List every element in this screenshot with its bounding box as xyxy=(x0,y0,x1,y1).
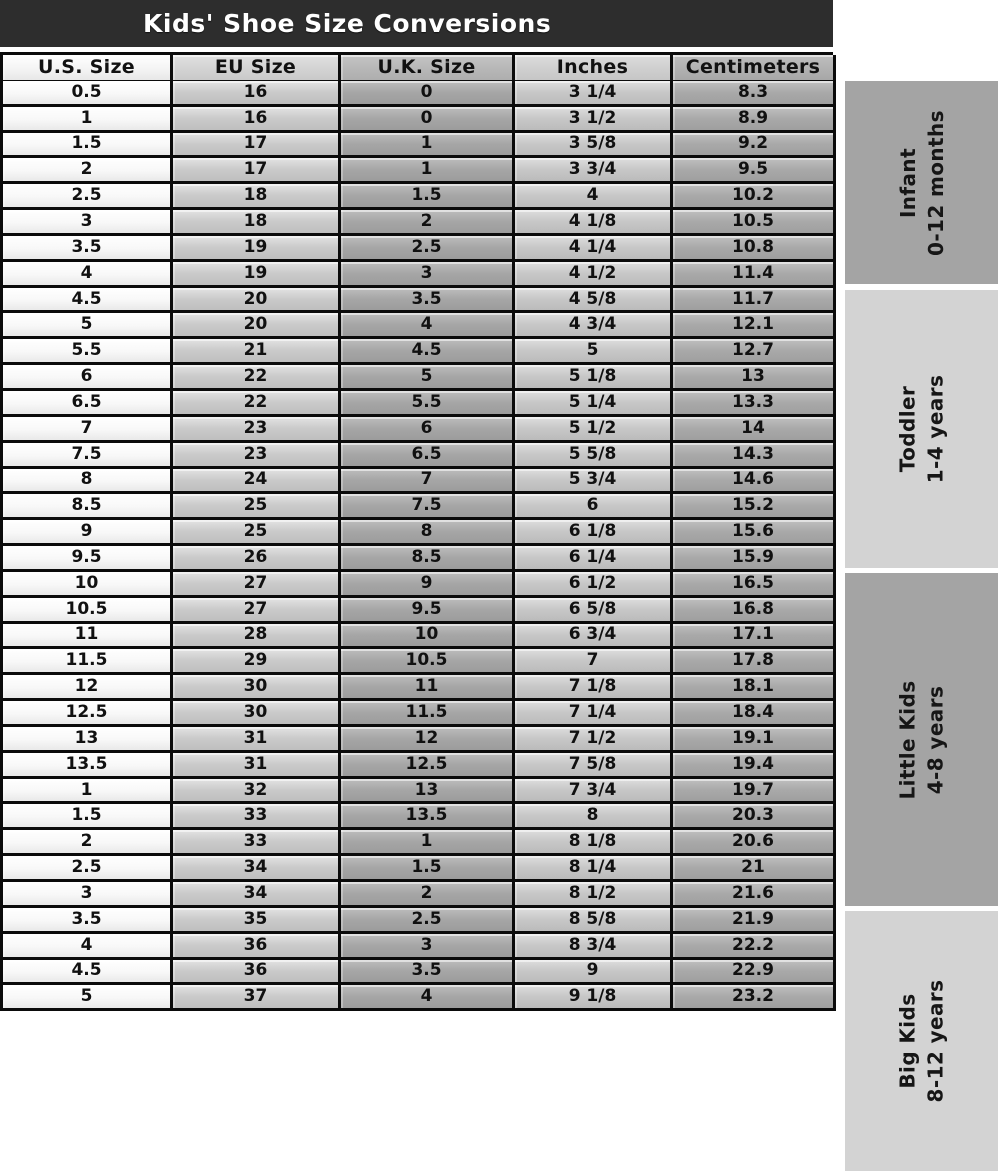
table-cell: 19.1 xyxy=(673,727,836,753)
table-cell: 8 1/8 xyxy=(515,830,673,856)
table-cell: 21.9 xyxy=(673,908,836,934)
table-cell: 2 xyxy=(341,210,515,236)
table-cell: 8.5 xyxy=(3,494,173,520)
table-cell: 1 xyxy=(3,779,173,805)
table-cell: 8.3 xyxy=(673,81,836,107)
table-cell: 6 xyxy=(515,494,673,520)
table-cell: 10.5 xyxy=(3,598,173,624)
table-cell: 8 xyxy=(515,804,673,830)
chart-title-bar xyxy=(0,0,833,47)
table-cell: 7 1/2 xyxy=(515,727,673,753)
table-cell: 35 xyxy=(173,908,341,934)
table-cell: 2 xyxy=(3,158,173,184)
table-cell: 1 xyxy=(341,830,515,856)
table-cell: 22.9 xyxy=(673,960,836,986)
table-cell: 0 xyxy=(341,107,515,133)
age-band-toddler xyxy=(845,290,998,568)
conversion-table xyxy=(0,52,833,1011)
table-cell: 1.5 xyxy=(341,856,515,882)
table-cell: 6 xyxy=(3,365,173,391)
table-cell: 5.5 xyxy=(3,339,173,365)
table-cell: 16 xyxy=(173,107,341,133)
table-cell: 13.3 xyxy=(673,391,836,417)
table-cell: 24 xyxy=(173,469,341,495)
table-cell: 19.4 xyxy=(673,753,836,779)
table-cell: 11.5 xyxy=(3,649,173,675)
table-cell: 12.5 xyxy=(341,753,515,779)
table-cell: 3.5 xyxy=(3,908,173,934)
table-cell: 30 xyxy=(173,701,341,727)
table-cell: 34 xyxy=(173,882,341,908)
table-cell: 9.2 xyxy=(673,133,836,159)
table-cell: 7 xyxy=(515,649,673,675)
age-band-label: Infant 0-12 months xyxy=(895,109,948,256)
table-cell: 14 xyxy=(673,417,836,443)
table-cell: 23 xyxy=(173,443,341,469)
header-cell: EU Size xyxy=(173,55,341,83)
table-cell: 17 xyxy=(173,158,341,184)
table-cell: 16.5 xyxy=(673,572,836,598)
table-cell: 4 5/8 xyxy=(515,288,673,314)
table-cell: 1 xyxy=(3,107,173,133)
table-cell: 8.9 xyxy=(673,107,836,133)
table-cell: 7.5 xyxy=(341,494,515,520)
table-cell: 5.5 xyxy=(341,391,515,417)
table-cell: 13.5 xyxy=(3,753,173,779)
table-cell: 27 xyxy=(173,572,341,598)
table-cell: 33 xyxy=(173,830,341,856)
table-cell: 19 xyxy=(173,262,341,288)
table-cell: 6 1/2 xyxy=(515,572,673,598)
header-cell: Centimeters xyxy=(673,55,836,83)
table-cell: 11 xyxy=(3,624,173,650)
table-cell: 15.6 xyxy=(673,520,836,546)
table-cell: 4 1/8 xyxy=(515,210,673,236)
table-cell: 30 xyxy=(173,675,341,701)
table-cell: 8 5/8 xyxy=(515,908,673,934)
table-cell: 10.5 xyxy=(341,649,515,675)
table-cell: 7 3/4 xyxy=(515,779,673,805)
table-cell: 12 xyxy=(3,675,173,701)
table-cell: 36 xyxy=(173,934,341,960)
table-cell: 12.1 xyxy=(673,313,836,339)
table-cell: 6.5 xyxy=(3,391,173,417)
table-cell: 4.5 xyxy=(341,339,515,365)
table-cell: 9 xyxy=(515,960,673,986)
table-cell: 17 xyxy=(173,133,341,159)
table-cell: 2.5 xyxy=(3,856,173,882)
table-cell: 8.5 xyxy=(341,546,515,572)
table-cell: 3.5 xyxy=(341,960,515,986)
table-cell: 20.3 xyxy=(673,804,836,830)
age-band-infant xyxy=(845,81,998,284)
table-cell: 4 xyxy=(515,184,673,210)
table-cell: 1.5 xyxy=(3,133,173,159)
table-cell: 12.5 xyxy=(3,701,173,727)
table-cell: 21 xyxy=(173,339,341,365)
table-cell: 23 xyxy=(173,417,341,443)
table-cell: 13 xyxy=(3,727,173,753)
table-cell: 18 xyxy=(173,210,341,236)
table-cell: 9 xyxy=(341,572,515,598)
table-cell: 20 xyxy=(173,288,341,314)
table-cell: 18 xyxy=(173,184,341,210)
table-cell: 7 1/8 xyxy=(515,675,673,701)
table-cell: 5 xyxy=(341,365,515,391)
table-cell: 11.5 xyxy=(341,701,515,727)
table-cell: 13 xyxy=(673,365,836,391)
table-cell: 8 xyxy=(341,520,515,546)
table-cell: 4 xyxy=(341,313,515,339)
table-cell: 27 xyxy=(173,598,341,624)
table-cell: 2.5 xyxy=(3,184,173,210)
table-cell: 3 xyxy=(341,262,515,288)
table-cell: 31 xyxy=(173,753,341,779)
table-cell: 8 1/4 xyxy=(515,856,673,882)
table-cell: 11 xyxy=(341,675,515,701)
age-group-sidebar xyxy=(845,0,998,1103)
table-cell: 0 xyxy=(341,81,515,107)
table-cell: 13.5 xyxy=(341,804,515,830)
table-cell: 32 xyxy=(173,779,341,805)
table-cell: 33 xyxy=(173,804,341,830)
age-band-label: Little Kids 4-8 years xyxy=(895,679,948,800)
table-cell: 1 xyxy=(341,158,515,184)
table-cell: 13 xyxy=(341,779,515,805)
table-cell: 14.6 xyxy=(673,469,836,495)
table-cell: 1.5 xyxy=(341,184,515,210)
table-cell: 9.5 xyxy=(673,158,836,184)
table-cell: 21 xyxy=(673,856,836,882)
table-cell: 19 xyxy=(173,236,341,262)
table-cell: 3.5 xyxy=(3,236,173,262)
table-cell: 9 xyxy=(3,520,173,546)
header-cell: U.S. Size xyxy=(3,55,173,83)
table-cell: 8 1/2 xyxy=(515,882,673,908)
table-cell: 26 xyxy=(173,546,341,572)
table-cell: 22.2 xyxy=(673,934,836,960)
age-band-big-kids xyxy=(845,911,998,1171)
table-cell: 1.5 xyxy=(3,804,173,830)
table-cell: 6 1/8 xyxy=(515,520,673,546)
table-cell: 29 xyxy=(173,649,341,675)
table-cell: 36 xyxy=(173,960,341,986)
table-cell: 17.8 xyxy=(673,649,836,675)
table-cell: 1 xyxy=(341,133,515,159)
table-cell: 3 1/2 xyxy=(515,107,673,133)
table-cell: 6 5/8 xyxy=(515,598,673,624)
table-cell: 9.5 xyxy=(3,546,173,572)
table-cell: 8 xyxy=(3,469,173,495)
table-cell: 19.7 xyxy=(673,779,836,805)
table-cell: 4 xyxy=(341,985,515,1011)
table-cell: 23.2 xyxy=(673,985,836,1011)
table-cell: 5 xyxy=(3,985,173,1011)
table-cell: 9.5 xyxy=(341,598,515,624)
table-cell: 5 1/2 xyxy=(515,417,673,443)
table-cell: 6 3/4 xyxy=(515,624,673,650)
table-cell: 4.5 xyxy=(3,288,173,314)
table-cell: 18.4 xyxy=(673,701,836,727)
table-cell: 8 3/4 xyxy=(515,934,673,960)
table-cell: 5 5/8 xyxy=(515,443,673,469)
table-cell: 12.7 xyxy=(673,339,836,365)
table-cell: 5 xyxy=(3,313,173,339)
table-cell: 10 xyxy=(341,624,515,650)
table-cell: 5 3/4 xyxy=(515,469,673,495)
table-cell: 3.5 xyxy=(341,288,515,314)
table-cell: 25 xyxy=(173,520,341,546)
table-cell: 4 xyxy=(3,262,173,288)
table-cell: 2.5 xyxy=(341,236,515,262)
table-cell: 4 3/4 xyxy=(515,313,673,339)
table-cell: 11.7 xyxy=(673,288,836,314)
table-cell: 25 xyxy=(173,494,341,520)
table-cell: 5 1/8 xyxy=(515,365,673,391)
table-cell: 22 xyxy=(173,365,341,391)
table-cell: 3 xyxy=(3,882,173,908)
table-cell: 20.6 xyxy=(673,830,836,856)
table-cell: 7 1/4 xyxy=(515,701,673,727)
table-cell: 15.2 xyxy=(673,494,836,520)
table-cell: 6 1/4 xyxy=(515,546,673,572)
table-cell: 2 xyxy=(3,830,173,856)
table-cell: 10.5 xyxy=(673,210,836,236)
table-cell: 3 3/4 xyxy=(515,158,673,184)
table-cell: 5 xyxy=(515,339,673,365)
table-cell: 4 1/4 xyxy=(515,236,673,262)
table-cell: 22 xyxy=(173,391,341,417)
table-cell: 21.6 xyxy=(673,882,836,908)
table-cell: 7 5/8 xyxy=(515,753,673,779)
table-cell: 18.1 xyxy=(673,675,836,701)
table-cell: 12 xyxy=(341,727,515,753)
table-cell: 4.5 xyxy=(3,960,173,986)
table-cell: 15.9 xyxy=(673,546,836,572)
table-cell: 6.5 xyxy=(341,443,515,469)
table-cell: 3 xyxy=(341,934,515,960)
table-cell: 20 xyxy=(173,313,341,339)
table-cell: 6 xyxy=(341,417,515,443)
header-cell: U.K. Size xyxy=(341,55,515,83)
table-cell: 17.1 xyxy=(673,624,836,650)
table-cell: 4 xyxy=(3,934,173,960)
table-cell: 7 xyxy=(341,469,515,495)
table-cell: 28 xyxy=(173,624,341,650)
table-cell: 4 1/2 xyxy=(515,262,673,288)
header-cell: Inches xyxy=(515,55,673,83)
table-cell: 5 1/4 xyxy=(515,391,673,417)
table-cell: 37 xyxy=(173,985,341,1011)
age-band-little-kids xyxy=(845,573,998,906)
table-cell: 14.3 xyxy=(673,443,836,469)
table-cell: 3 5/8 xyxy=(515,133,673,159)
age-band-label: Big Kids 8-12 years xyxy=(895,979,948,1103)
table-cell: 0.5 xyxy=(3,81,173,107)
table-cell: 11.4 xyxy=(673,262,836,288)
table-cell: 7.5 xyxy=(3,443,173,469)
table-cell: 10.8 xyxy=(673,236,836,262)
table-cell: 7 xyxy=(3,417,173,443)
table-cell: 31 xyxy=(173,727,341,753)
chart-title: Kids' Shoe Size Conversions xyxy=(143,9,552,38)
table-cell: 2.5 xyxy=(341,908,515,934)
table-cell: 16.8 xyxy=(673,598,836,624)
table-cell: 3 1/4 xyxy=(515,81,673,107)
table-cell: 2 xyxy=(341,882,515,908)
table-cell: 10 xyxy=(3,572,173,598)
age-band-label: Toddler 1-4 years xyxy=(895,374,948,484)
table-cell: 9 1/8 xyxy=(515,985,673,1011)
table-cell: 16 xyxy=(173,81,341,107)
table-cell: 34 xyxy=(173,856,341,882)
table-cell: 10.2 xyxy=(673,184,836,210)
table-cell: 3 xyxy=(3,210,173,236)
